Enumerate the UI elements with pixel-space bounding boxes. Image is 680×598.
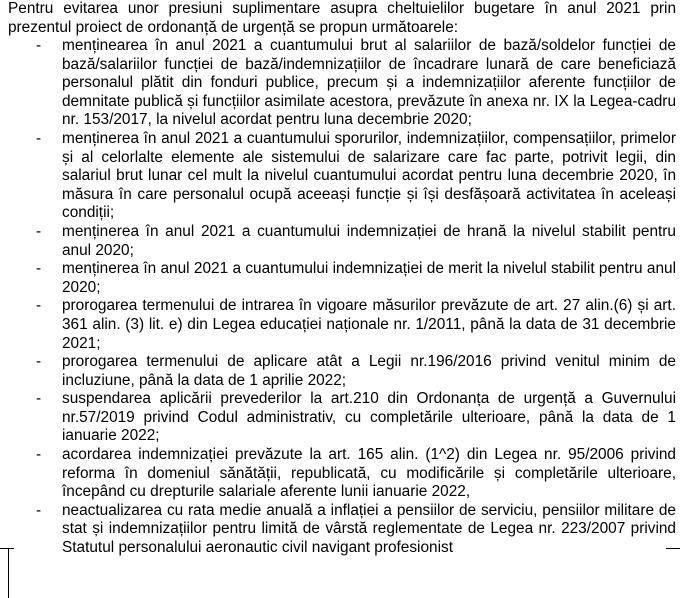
bullet-dash: - bbox=[36, 446, 42, 464]
page-break-rule-left bbox=[0, 548, 14, 549]
bullet-dash: - bbox=[36, 501, 42, 519]
list-item bbox=[0, 446, 680, 502]
bullet-dash: - bbox=[36, 353, 42, 371]
page-break-rule-right bbox=[666, 548, 680, 549]
list-item bbox=[0, 130, 680, 223]
list-item-text: neactualizarea cu rata medie anuală a inflației a pensiilor de serviciu, pensiilor militare de stat și indemnizațiilor pentru limită de vârstă reglementate de Legea nr. 223/2007 privind Statutul personalului aeronautic civil navigant profesionist bbox=[62, 501, 676, 557]
bullet-dash: - bbox=[36, 37, 42, 54]
list-item bbox=[0, 297, 680, 353]
list-item bbox=[0, 37, 680, 130]
bullet-dash: - bbox=[36, 222, 42, 240]
intro-paragraph: Pentru evitarea unor presiuni suplimentare asupra cheltuielilor bugetare în anul 2021 prin prezentul proiect de ordonanță de urgență se propun următoarele: bbox=[8, 0, 676, 36]
list-item-text: acordarea indemnizației prevăzute la art. 165 alin. (1^2) din Legea nr. 95/2006 privind reforma în domeniul sănătății, republicată, cu modificările și completările ulterioare, începând cu drepturile salariale aferente lunii ianuarie 2022, bbox=[62, 446, 676, 501]
list-item-text: prorogarea termenului de intrarea în vigoare măsurilor prevăzute de art. 27 alin.(6) și art. 361 alin. (3) lit. e) din Legea educației naționale nr. 1/2011, până la data de 31 decembrie 2021; bbox=[62, 297, 676, 352]
list-item bbox=[0, 223, 680, 260]
bullet-dash: - bbox=[36, 390, 42, 408]
list-item-text: menținerea în anul 2021 a cuantumului indemnizației de merit la nivelul stabilit pentru anul 2020; bbox=[62, 260, 676, 296]
list-item-text: suspendarea aplicării prevederilor la art.210 din Ordonanța de urgență a Guvernului nr.57/2019 privind Codul administrativ, cu completările ulterioare, până la data de 1 ianuarie 2022; bbox=[62, 390, 676, 445]
list-item bbox=[0, 390, 680, 446]
bullet-dash: - bbox=[36, 297, 42, 315]
bullet-dash: - bbox=[36, 129, 42, 147]
list-item bbox=[0, 502, 680, 558]
measures-list bbox=[0, 37, 680, 558]
page-margin-rule bbox=[8, 548, 9, 598]
list-item-text: menținearea în anul 2021 a cuantumului brut al salariilor de bază/soldelor funcției de bază/salariilor funcției de bază/indemnizațiilor de încadrare lunară de care beneficiază personalul plătit din fonduri publice, precum și a indemnizațiilor aferente funcțiilor de demnitate publică și funcțiilor asimilate acestora, prevăzute în anexa nr. IX la Legea-cadru nr. 153/2017, la nivelul acordat pentru luna decembrie 2020; bbox=[62, 37, 676, 129]
list-item bbox=[0, 353, 680, 390]
bullet-dash: - bbox=[36, 260, 42, 278]
list-item-text: menținerea în anul 2021 a cuantumului sporurilor, indemnizațiilor, compensațiilor, primelor și al celorlalte elemente ale sistemului de salarizare care fac parte, potrivit legii, din salariul brut lunar cel mult la nivelul cuantumului acordat pentru luna decembrie 2020, în măsura în care personalul ocupă aceeași funcție și își desfășoară activitatea în aceleași condiții; bbox=[62, 129, 676, 222]
list-item-text: prorogarea termenului de aplicare atât a Legii nr.196/2016 privind venitul minim de incluziune, până la data de 1 aprilie 2022; bbox=[62, 353, 676, 389]
list-item-text: menținerea în anul 2021 a cuantumului indemnizației de hrană la nivelul stabilit pentru anul 2020; bbox=[62, 222, 676, 259]
list-item bbox=[0, 260, 680, 297]
